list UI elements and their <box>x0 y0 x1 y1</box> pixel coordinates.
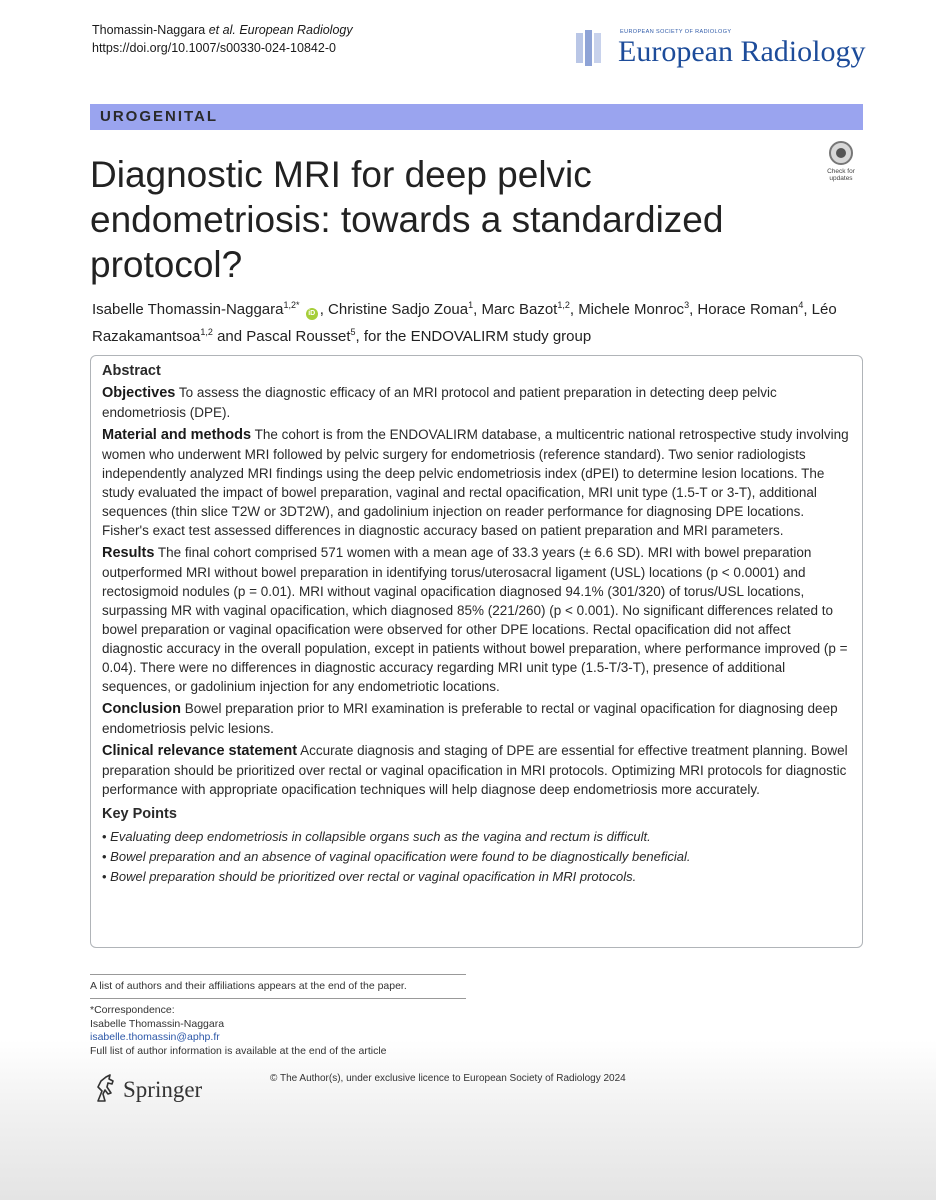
clinical-relevance-text: Accurate diagnosis and staging of DPE are essential for effective treatment planning. Bowel preparation should be prioritized over rectal or vaginal opacification in MRI protocols. Optimizing MRI protocols for diagnostic performance with appropriate opacification techniques will help diagnose deep endometriosis more accurately. <box>102 743 848 797</box>
journal-name: European Radiology <box>618 35 866 68</box>
key-point-item: • Evaluating deep endometriosis in collapsible organs such as the vagina and rectum is difficult. <box>102 827 854 847</box>
header-citation-etal: et al. <box>208 23 236 37</box>
author-name[interactable]: Marc Bazot <box>481 301 558 318</box>
abstract-conclusion <box>102 699 854 738</box>
section-label: UROGENITAL <box>100 108 219 125</box>
header-citation <box>92 22 353 38</box>
key-point-item: • Bowel preparation should be prioritized over rectal or vaginal opacification in MRI protocols. <box>102 867 854 887</box>
footnote-divider <box>90 998 466 999</box>
correspondence-label: *Correspondence: <box>90 1004 175 1016</box>
author-name[interactable]: Isabelle Thomassin-Naggara <box>92 301 284 318</box>
abstract-objectives <box>102 383 854 422</box>
page-bottom-shading <box>0 1040 936 1200</box>
author-name[interactable]: Léo Razakamantsoa <box>92 301 837 345</box>
journal-logo <box>574 26 874 76</box>
objectives-text: To assess the diagnostic efficacy of an MRI protocol and patient preparation in detecting deep pelvic endometriosis (DPE). <box>102 385 777 420</box>
author-affiliation-sup: 1,2 <box>557 300 570 310</box>
author-conjunction: and <box>217 328 243 345</box>
key-points-heading: Key Points <box>102 806 177 822</box>
author-name[interactable]: Christine Sadjo Zoua <box>328 301 469 318</box>
author-affiliation-sup: 5 <box>350 327 356 337</box>
copyright-notice: © The Author(s), under exclusive licence to European Society of Radiology 2024 <box>270 1073 626 1084</box>
author-affiliation-sup: 1,2* <box>283 300 300 310</box>
abstract-clinical-relevance <box>102 741 854 799</box>
abstract-box <box>90 355 863 948</box>
correspondence-email-link[interactable]: isabelle.thomassin@aphp.fr <box>90 1031 220 1043</box>
abstract-heading: Abstract <box>102 363 161 379</box>
author-affiliation-sup: 1,2 <box>200 327 213 337</box>
header-citation-authors: Thomassin-Naggara <box>92 23 206 37</box>
author-list: Isabelle Thomassin-Naggara$^{1,2*}$ iD , Christine Sadjo Zoua$^1$, Marc Bazot$^{1,2}$, Michele Monroc$^3$, Horace Roman$^4$, Léo Razakamantsoa$^{1,2}$ and Pascal Rousset$^5$, for the ENDOVALIRM study group <box>92 300 837 345</box>
methods-text: The cohort is from the ENDOVALIRM database, a multicentric national retrospective study involving women who underwent MRI followed by pelvic surgery for endometriosis (reference standard). Two senior radiologists independently analyzed MRI findings using the deep pelvic endometriosis index (dPEI) to determine lesion locations. The study evaluated the impact of bowel preparation, vaginal and rectal opacification, MRI unit type (1.5-T or 3-T), additional sequences (thin slice T2W or 3DT2W), and gadolinium injection on reader performance for diagnosing DPE locations. Fisher's exact test assessed differences in diagnostic accuracy based on patient preparation and MRI parameters. <box>102 427 849 538</box>
journal-society-name: EUROPEAN SOCIETY OF RADIOLOGY <box>620 29 732 35</box>
key-points-list <box>102 827 854 887</box>
header-doi-link[interactable]: https://doi.org/10.1007/s00330-024-10842-0 <box>92 41 336 55</box>
correspondence-name: Isabelle Thomassin-Naggara <box>90 1017 225 1030</box>
abstract-methods <box>102 425 854 540</box>
conclusion-text: Bowel preparation prior to MRI examination is preferable to rectal or vaginal opacification for diagnosing deep endometriosis pelvic lesions. <box>102 701 838 736</box>
abstract-results <box>102 543 854 696</box>
check-for-updates-icon <box>829 141 853 165</box>
results-text: The final cohort comprised 571 women with a mean age of 33.3 years (± 6.6 SD). MRI with bowel preparation outperformed MRI without bowel preparation in identifying torus/uterosacral ligament (USL) locations (p < 0.0001) and rectosigmoid nodules (p = 0.01). MRI without vaginal opacification diagnosed 94.1% (301/320) of torus/USL locations, surpassing MR with vaginal opacification, which diagnosed 85% (221/260) (p < 0.001). No significant differences related to bowel preparation or vaginal opacification were observed for other DPE locations. Rectal opacification did not affect diagnostic accuracy in the overall population, except in patients without bowel preparation, where performance improved (p = 0.04). There were no differences in diagnostic accuracy regarding MRI unit type (1.5-T/3-T), presence of additional sequences, or gadolinium injection for any endometriotic locations. <box>102 545 848 694</box>
author-affiliation-sup: 1 <box>468 300 474 310</box>
study-group: for the ENDOVALIRM study group <box>363 328 592 345</box>
publisher-name: Springer <box>123 1077 203 1102</box>
objectives-label: Objectives <box>102 385 176 401</box>
author-affiliation-sup: 3 <box>684 300 690 310</box>
conclusion-label: Conclusion <box>102 701 181 717</box>
check-for-updates-label: Check for updates <box>827 168 855 182</box>
springer-logo <box>92 1073 222 1107</box>
clinical-relevance-label: Clinical relevance statement <box>102 743 298 759</box>
correspondence-block <box>90 1004 387 1058</box>
footnote-divider <box>90 974 466 975</box>
check-for-updates-badge[interactable] <box>818 141 864 187</box>
springer-horse-icon <box>92 1073 120 1105</box>
key-point-item: • Bowel preparation and an absence of vaginal opacification were found to be diagnostically beneficial. <box>102 847 854 867</box>
affiliations-note: A list of authors and their affiliations appears at the end of the paper. <box>90 980 407 992</box>
european-radiology-emblem-icon <box>574 28 614 68</box>
article-title: Diagnostic MRI for deep pelvic endometriosis: towards a standardized protocol? <box>90 154 724 285</box>
results-label: Results <box>102 545 155 561</box>
orcid-icon[interactable]: iD <box>306 308 318 320</box>
section-label-bar <box>90 104 863 130</box>
header-citation-journal: European Radiology <box>239 23 353 37</box>
author-name[interactable]: Horace Roman <box>697 301 799 318</box>
author-affiliation-sup: 4 <box>798 300 804 310</box>
methods-label: Material and methods <box>102 427 252 443</box>
full-info-note: Full list of author information is available at the end of the article <box>90 1044 387 1057</box>
author-name[interactable]: Pascal Rousset <box>246 328 351 345</box>
author-name[interactable]: Michele Monroc <box>578 301 685 318</box>
